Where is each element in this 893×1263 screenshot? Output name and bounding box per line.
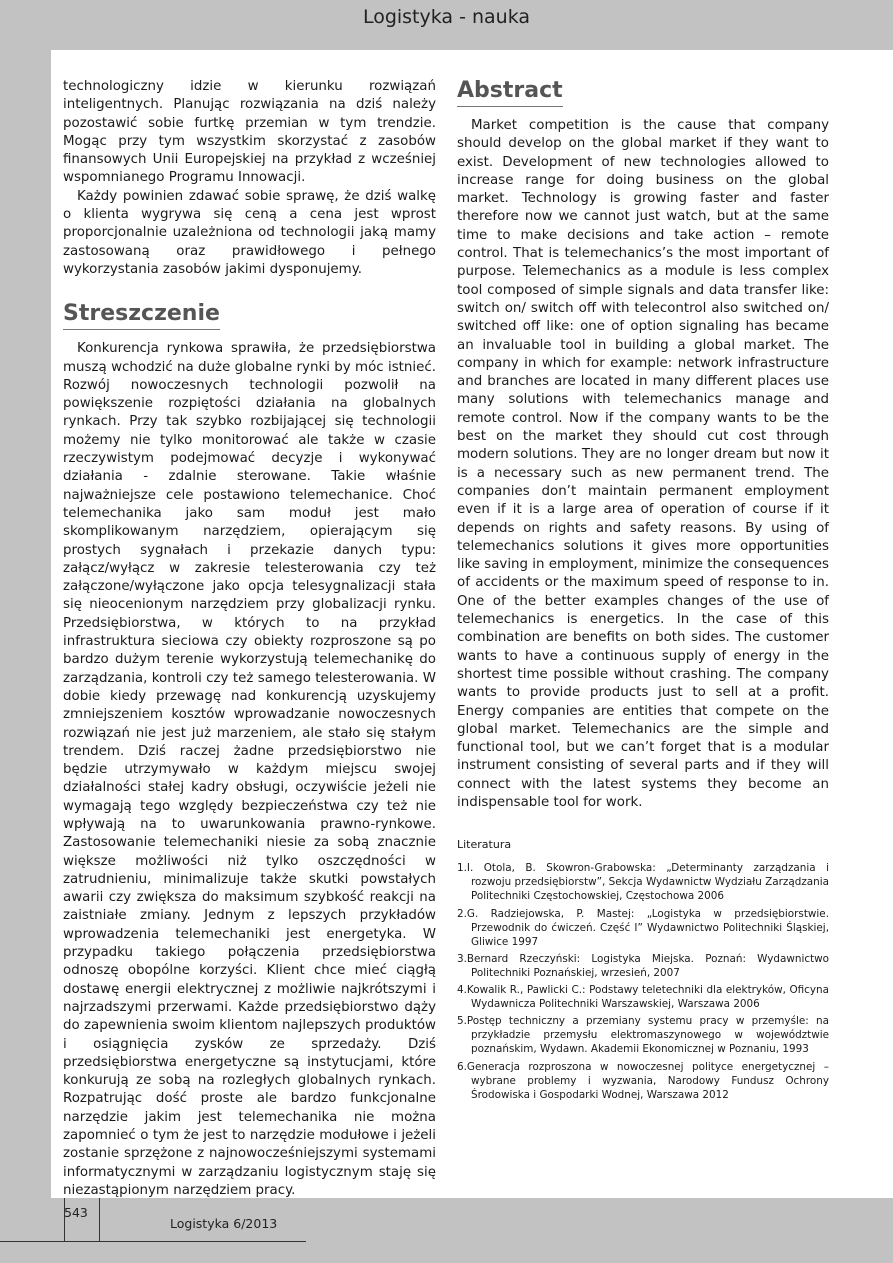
left-column [63, 78, 436, 1200]
abstract-heading: Abstract [457, 78, 563, 107]
intro-paragraph-1: technologiczny idzie w kierunku rozwiązań inteligentnych. Planując rozwiązania na dziś należy pozostawić sobie furtkę przemian w tym trendzie. Mogąc przy tym wszystkim skorzystać z zasobów finansowych Unii Europejskiej na przykład z wcześniej wspomnianego Programu Innowacji. [63, 79, 436, 186]
intro-paragraph-2: Każdy powinien zdawać sobie sprawę, że dziś walkę o klienta wygrywa się ceną a cena jest wprost proporcjonalnie uzależniona od technologii jaką mamy zastosowaną oraz prawidłowego i pełnego wykorzystania zasobów jakimi dysponujemy. [63, 188, 436, 277]
reference-item: 3.Bernard Rzeczyński: Logistyka Miejska. Poznań: Wydawnictwo Politechniki Poznańskiej, wrzesień, 2007 [457, 952, 829, 979]
running-header: Logistyka - nauka [362, 6, 531, 28]
summary-text: Konkurencja rynkowa sprawiła, że przedsiębiorstwa muszą wchodzić na duże globalne rynki by móc istnieć. Rozwój nowoczesnych technologii pozwolił na powiększenie rozpiętości działania na globalnych rynkach. Przy tak szybko rozbijającej się technologii możemy nie tylko monitorować ale także w czasie rzeczywistym podejmować decyzje i wykonywać działania - zdalnie sterowane. Takie właśnie najważniejsze cele postawiono telemechanice. Choć telemechanika jako sam moduł jest mało skomplikowanym narzędziem, opierającym się prostych sygnałach i przekazie danych typu: załącz/wyłącz w zakresie telesterowania czy też załączone/wyłączone jako opcja telesygnalizacji stała się nieocenionym narzędziem przy globalizacji rynku. Przedsiębiorstwa, w których to na przykład infrastruktura sieciowa czy obiekty rozproszone są po bardzo dużym terenie wykorzystują telemechanikę do zarządzania, kontroli czy też samego telesterowania. W dobie kiedy przewagę nad konkurencją uzyskujemy zmniejszeniem kosztów wprowadzanie nowoczesnych rozwiązań nie jest już marzeniem, ale stało się stałym trendem. Dziś raczej żadne przedsiębiorstwo nie będzie utrzymywało w każdym miejscu swojej działalności stałej kadry obsługi, oczywiście jeżeli nie wymagają tego względy bezpieczeństwa czy też nie wpływają na to uwarunkowania prawno-rynkowe. Zastosowanie telemechaniki niesie za sobą znacznie większe możliwości niż tylko oszczędności w zatrudnieniu, minimalizuje także skutki powstałych awarii czy zwiększa do maksimum szybkość reakcji na zaistniałe zmiany. Jednym z lepszych przykładów wprowadzenia telemechaniki jest energetyka. W przypadku takiego połączenia przedsiębiorstwa odnoszę obopólne korzyści. Klient chce mieć ciągłą dostawę energii elektrycznej z możliwie najkrótszymi i najrzadszymi przerwami. Każde przedsiębiorstwo dąży do zapewnienia swoim klientom najlepszych produktów i osiągnięcia zysków ze sprzedaży. Dziś przedsiębiorstwa energetyczne są instytucjami, które konkurują ze sobą na rozległych globalnych rynkach. Rozpatrując dość proste ale bardzo funkcjonalne narzędzie jakim jest telemechanika nie można zapomnieć o tym że jest to narzędzie modułowe i jeżeli zostanie sprzężone z najnowocześniejszymi systemami informatycznymi w zarządzaniu logistycznym staję się niezastąpionym narzędziem pracy. [63, 341, 436, 1198]
footer-divider [0, 1241, 306, 1242]
reference-item: 6.Generacja rozproszona w nowoczesnej polityce energetycznej – wybrane problemy i wyzwania, Narodowy Fundusz Ochrony Środowiska i Gospodarki Wodnej, Warszawa 2012 [457, 1060, 829, 1101]
abstract-text: Market competition is the cause that company should develop on the global market if they want to exist. Development of new technologies allowed to increase range for doing business on the global market. Technology is growing faster and faster therefore now we cannot just watch, but at the same time to make decisions and take action – remote control. That is telemechanics’s the most important of purpose. Telemechanics as a module is less complex tool composed of simple signals and data transfer like: switch on/ switch off with telecontrol also switched on/ switched off like: one of option signaling has became an invaluable tool in building a global market. The company in which for example: network infrastructure and branches are located in many different places use many solutions with telemechanics manage and remote control. Now if the company wants to be the best on the market they should cut cost through modern solutions. They are no longer dream but now it is a necessary such as new permanent trend. The companies don’t maintain permanent employment even if it is a large area of operation of course if it depends on rights and safety reasons. By using of telemechanics solutions it gives more opportunities like saving in employment, minimize the consequences of accidents or the maximum speed of response to in. One of the better examples changes of the use of telemechanics is energetics. In the case of this combination are benefits on both sides. The customer wants to have a continuous supply of energy in the shortest time possible without crashing. The company wants to provide products just to sell at a profit. Energy companies are entities that compete on the global market. Telemechanics are the simple and functional tool, but we can’t forget that is a modular instrument consisting of several parts and if they will connect with the latest systems they become an indispensable tool for work. [457, 118, 829, 810]
page-number: 543 [64, 1205, 88, 1220]
journal-name: Logistyka 6/2013 [170, 1216, 278, 1231]
reference-item: 4.Kowalik R., Pawlicki C.: Podstawy teletechniki dla elektryków, Oficyna Wydawnicza Politechniki Warszawskiej, Warszawa 2006 [457, 984, 829, 1011]
reference-item: 5.Postęp techniczny a przemiany systemu pracy w przemyśle: na przykładzie przemysłu elektromaszynowego w województwie poznańskim, Wydawn. Akademii Ekonomicznej w Poznaniu, 1993 [457, 1015, 829, 1056]
literature-title: Literatura [457, 838, 512, 852]
reference-list [457, 861, 829, 1102]
right-column [457, 78, 829, 1105]
reference-item: 2.G. Radziejowska, P. Mastej: „Logistyka w przedsiębiorstwie. Przewodnik do ćwiczeń. Część I” Wydawnictwo Politechniki Śląskiej, Gliwice 1997 [457, 907, 829, 948]
summary-heading: Streszczenie [63, 301, 220, 330]
reference-item: 1.I. Otola, B. Skowron-Grabowska: „Determinanty zarządzania i rozwoju przedsiębiorstw”, Sekcja Wydawnictw Wydziału Zarządzania Politechniki Częstochowskiej, Częstochowa 2006 [457, 862, 829, 903]
page-body [51, 50, 893, 1198]
